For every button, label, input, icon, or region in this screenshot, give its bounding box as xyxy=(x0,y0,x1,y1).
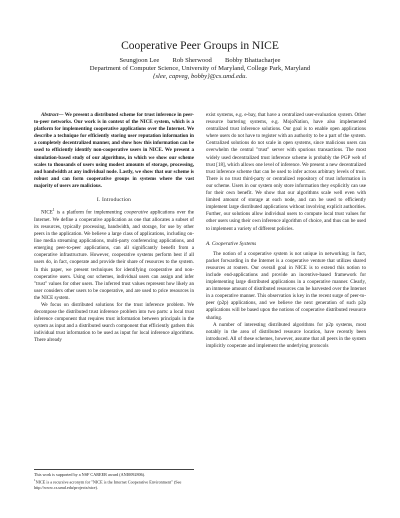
footnote-1 xyxy=(34,478,194,491)
footnotes xyxy=(34,469,194,490)
intro-paragraph-1 xyxy=(34,207,194,302)
subsection-heading-cooperative-systems: A. Cooperative Systems xyxy=(206,240,257,247)
intro-emphasis: cooperative xyxy=(124,209,149,216)
author-emails: {slee, capveg, bobby}@cs.umd.edu. xyxy=(152,73,248,80)
nice-term: NICE xyxy=(41,209,53,216)
intro-paragraph-3: exist systems, e.g. e-bay, that have a centralized user-evaluation system. Other resource bartering systems, e.g. MojoNation, have also implemented centralized trust inference solutions. Our goal is to enable open applications where users do not have to register with an authority to be a part of the system. Centralized solutions do not scale in open systems, since malicious users can overwhelm the central "trust" server with spurious transactions. The most widely used decentralized trust inference scheme is probably the PGP web of trust [18], which allows one level of inference. We present a new decentralized trust inference scheme that can be used to infer across arbitrary levels of trust. There is no trust third-party or centralized repository of trust information in our scheme. Users in our system only store information they explicitly can use for their own benefit. We show that our algorithms scale well even with limited amount of storage at each node, and can be used to efficiently implement large distributed applications without involving explicit authorities. Further, our solutions allow individual users to compute local trust values for other users using their own inference algorithm of choice, and thus can be used to implement a variety of different policies. xyxy=(206,112,366,232)
paper-title: Cooperative Peer Groups in NICE xyxy=(121,40,279,52)
abstract-text: — We present a distributed scheme for trust inference in peer-to-peer networks. Our work is in context of the NICE system, which is a platform for implementing cooperative applications over the Internet. We describe a technique for efficiently storing user reputation information in a completely decentralized manner, and show how this information can be used to efficiently identify non-cooperative users in NICE. We present a simulation-based study of our algorithms, in which we show our scheme scales to thousands of users using modest amounts of storage, processing, and bandwidth at any individual node. Lastly, we show that our scheme is robust and can form cooperative groups in systems where the vast majority of users are malicious. xyxy=(34,112,194,189)
footnote-1-text: NICE is a recursive acronym for "NICE is the Internet Cooperative Environment" (See http://www.cs.umd.edu/projects/nice). xyxy=(34,478,182,490)
abstract-lead: Abstract xyxy=(41,112,59,118)
abstract xyxy=(34,112,194,190)
intro-text-b: applications over the Internet. We define a cooperative application as one that allocates a subset of its resources, typically processing, bandwidth, and storage, for use by other peers in the application. We believe a large class of applications, including on-line media streaming applications, multi-party conferencing applications, and emerging peer-to-peer applications, can all significantly benefit from a cooperative infrastructure. However, cooperative systems perform best if all users do, in fact, cooperate and provide their share of resources to the system. In this paper, we present techniques for identifying cooperative and non-cooperative users. Using our schemes, individual users can assign and infer "trust" values for other users. The inferred trust values represent how likely an user considers other users to be cooperative, and are used to price resources in the NICE system. xyxy=(34,209,194,301)
author-affiliation: Department of Computer Science, University of Maryland, College Park, Maryland xyxy=(89,65,311,72)
section-heading-introduction: I. Introduction xyxy=(96,197,132,204)
left-column xyxy=(34,112,194,345)
intro-paragraph-2: We focus on distributed solutions for the trust inference problem. We decompose the distributed trust inference problem into two parts: a local trust inference component that requires trust information between principals in the system as input and a distributed search component that efficiently gathers this individual trust information to be used as input for local inference algorithms. There already xyxy=(34,302,194,344)
section-a-paragraph-1: The notion of a cooperative system is not unique in networking; in fact, packet forwarding in the Internet is a cooperative venture that utilizes shared resources at routers. Our overall goal in NICE is to extend this notion to include end-applications and provide an incentive-based framework for implementing large distributed applications in a cooperative manner. Clearly, an immense amount of distributed resources can be harvested over the Internet in a cooperative manner. This observation is key in the recent surge of peer-to-peer (p2p) applications, and we believe the next generation of such p2p applications will be based upon the notions of cooperative distributed resource sharing. xyxy=(206,250,366,321)
intro-text-a: is a platform for implementing xyxy=(54,209,125,216)
footnote-marker: 1 xyxy=(52,208,55,213)
right-column xyxy=(206,112,366,350)
author-block xyxy=(0,57,400,81)
section-a-paragraph-2: A number of interesting distributed algorithms for p2p systems, most notably in the area of distributed resource location, have recently been introduced. All of these schemes, however, assume that all peers in the system implicitly cooperate and implement the underlying protocols xyxy=(206,321,366,349)
footnote-support: This work is supported by a NSF CAREER award (ANI0092806). xyxy=(34,472,146,477)
footnote-1-marker: 1 xyxy=(34,477,36,482)
author-names: Seungjoon Lee Rob Sherwood Bobby Bhattacharjee xyxy=(119,57,281,64)
